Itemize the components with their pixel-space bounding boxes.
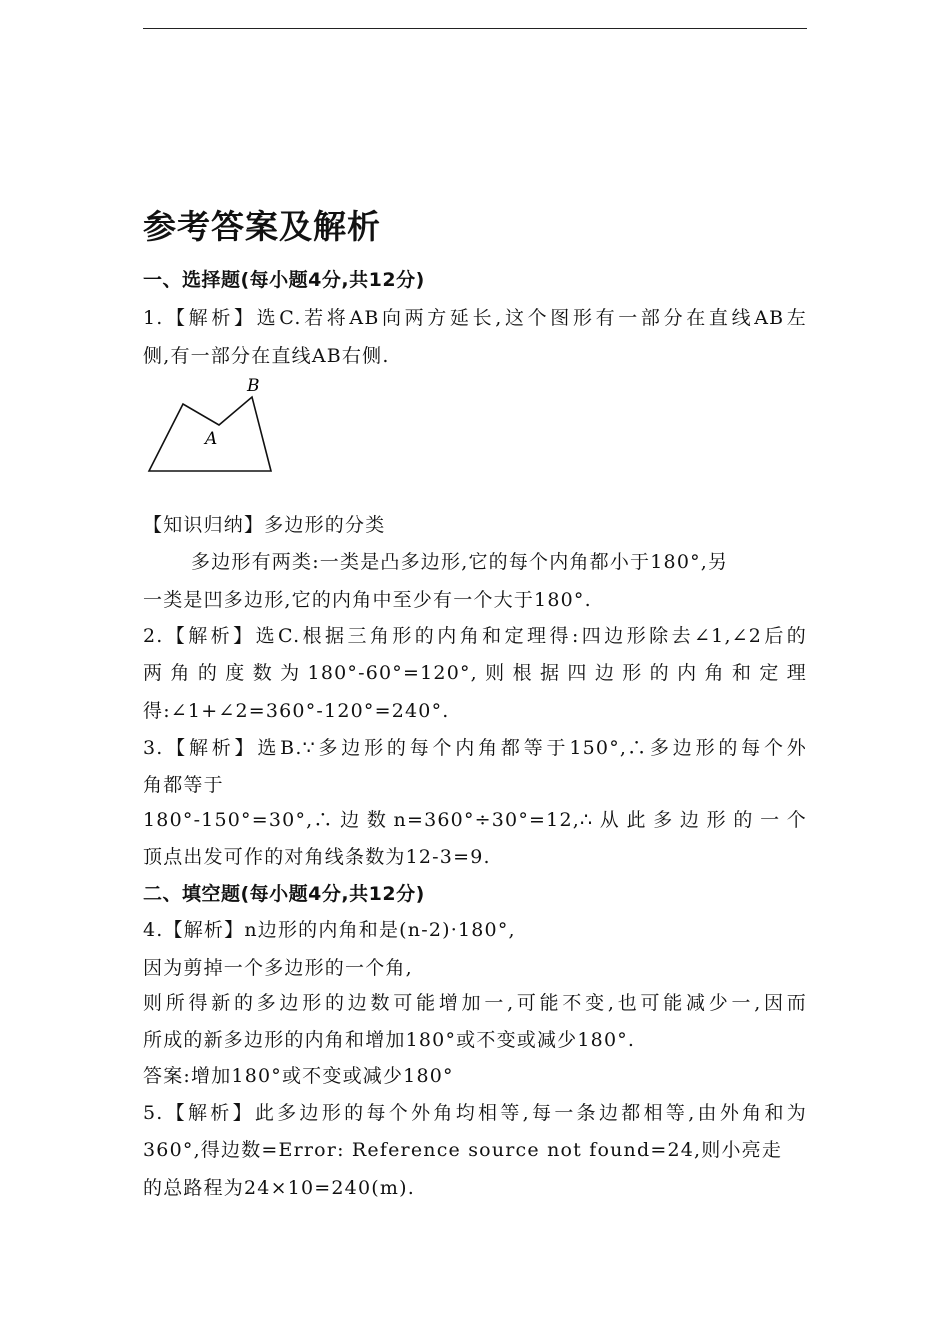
q1-text-line2: 侧,有一部分在直线AB右侧.: [143, 345, 390, 367]
knowledge-line1: 多边形有两类:一类是凸多边形,它的每个内角都小于180°,另: [191, 551, 729, 573]
header-rule: [143, 28, 807, 29]
q3-text-line2: 角都等于: [143, 774, 224, 796]
knowledge-line2: 一类是凹多边形,它的内角中至少有一个大于180°.: [143, 589, 592, 611]
q4-answer: 答案:增加180°或不变或减少180°: [143, 1065, 454, 1087]
q4-text-line3: 则所得新的多边形的边数可能增加一,可能不变,也可能减少一,因而: [143, 992, 807, 1014]
section-heading-fill: 二、填空题(每小题4分,共12分): [143, 883, 425, 905]
q2-text-line2: 两角的度数为180°-60°=120°,则根据四边形的内角和定理: [143, 662, 807, 684]
q5-text-line1: 5.【解析】此多边形的每个外角均相等,每一条边都相等,由外角和为: [143, 1102, 807, 1124]
q3-text-line4: 顶点出发可作的对角线条数为12-3=9.: [143, 846, 491, 868]
q3-text-line3: 180°-150°=30°,∴边数n=360°÷30°=12,∴从此多边形的一个: [143, 809, 807, 831]
q1-text-line1: 1.【解析】选C.若将AB向两方延长,这个图形有一部分在直线AB左: [143, 307, 807, 329]
q2-text-line3: 得:∠1+∠2=360°-120°=240°.: [143, 700, 450, 722]
q4-text-line1: 4.【解析】n边形的内角和是(n-2)·180°,: [143, 919, 516, 941]
q2-text-line1: 2.【解析】选C.根据三角形的内角和定理得:四边形除去∠1,∠2后的: [143, 625, 807, 647]
q5-text-line3: 的总路程为24×10=240(m).: [143, 1177, 415, 1199]
label-b: B: [247, 376, 260, 396]
knowledge-heading: 【知识归纳】多边形的分类: [143, 514, 386, 536]
page-title: 参考答案及解析: [143, 207, 381, 246]
q4-text-line4: 所成的新多边形的内角和增加180°或不变或减少180°.: [143, 1029, 636, 1051]
section-heading-choice: 一、选择题(每小题4分,共12分): [143, 269, 425, 291]
q5-text-line2: 360°,得边数=Error: Reference source not found=24,则小亮走: [143, 1139, 783, 1161]
q3-text-line1: 3.【解析】选B.∵多边形的每个内角都等于150°,∴多边形的每个外: [143, 737, 807, 759]
label-a: A: [205, 429, 218, 449]
q4-text-line2: 因为剪掉一个多边形的一个角,: [143, 957, 413, 979]
concave-polygon-figure: [143, 375, 283, 480]
